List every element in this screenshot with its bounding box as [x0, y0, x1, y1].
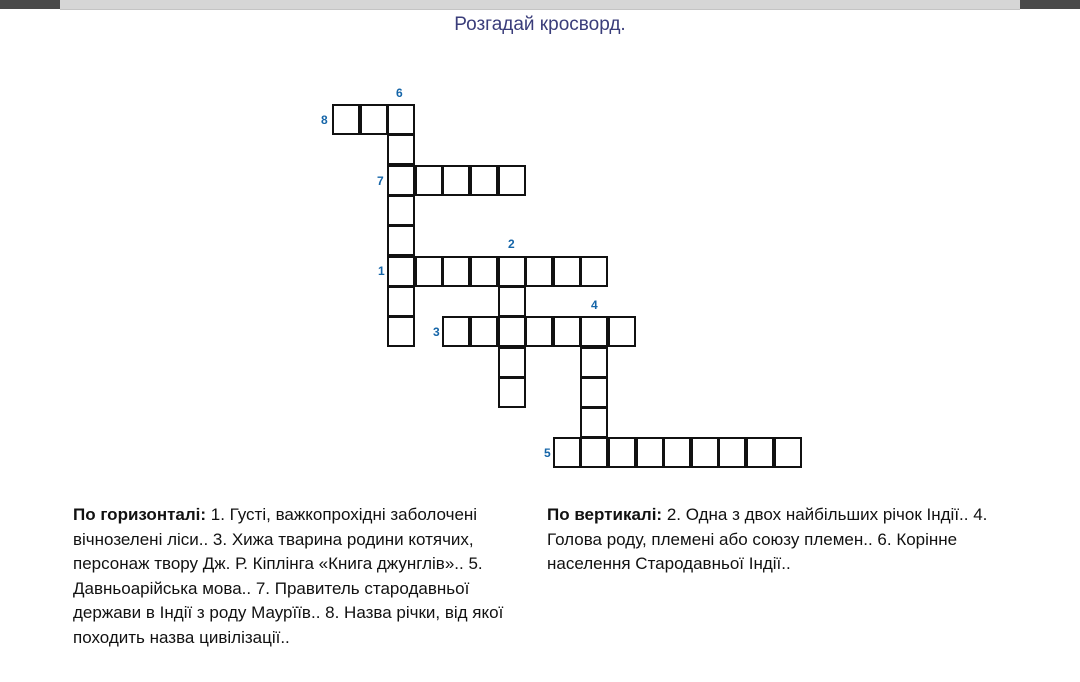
- clues-down: [547, 503, 997, 577]
- clue-number: 8: [321, 113, 328, 127]
- across-text: 1. Густі, важкопрохідні заболочені вічнозелені ліси.. 3. Хижа тварина родини котячих, персонаж твору Дж. Р. Кіплінга «Книга джунглів».. 5. Давньоарійська мова.. 7. Правитель стародавньої держави в Індії з роду Маурїїв.. 8. Назва річки, від якої походить назва цивілізації..: [73, 505, 504, 647]
- crossword-cell[interactable]: [415, 256, 443, 287]
- crossword-cell[interactable]: [332, 104, 360, 135]
- down-heading: По вертикалі:: [547, 505, 663, 524]
- crossword-cell[interactable]: [746, 437, 774, 468]
- crossword-cell[interactable]: [442, 316, 470, 347]
- crossword-cell[interactable]: [498, 165, 526, 196]
- crossword-cell[interactable]: [387, 165, 415, 196]
- crossword-cell[interactable]: [387, 225, 415, 256]
- crossword-cell[interactable]: [387, 104, 415, 135]
- crossword-cell[interactable]: [387, 316, 415, 347]
- clue-number: 1: [378, 264, 385, 278]
- crossword-cell[interactable]: [608, 437, 636, 468]
- crossword-cell[interactable]: [580, 377, 608, 408]
- clue-number: 4: [591, 298, 598, 312]
- crossword-cell[interactable]: [498, 286, 526, 317]
- crossword-cell[interactable]: [580, 437, 608, 468]
- crossword-cell[interactable]: [525, 256, 553, 287]
- crossword-cell[interactable]: [387, 195, 415, 226]
- crossword-cell[interactable]: [387, 256, 415, 287]
- crossword-cell[interactable]: [442, 165, 470, 196]
- crossword-cell[interactable]: [691, 437, 719, 468]
- crossword-cell[interactable]: [580, 347, 608, 378]
- crossword-cell[interactable]: [636, 437, 664, 468]
- crossword-cell[interactable]: [774, 437, 802, 468]
- crossword-cell[interactable]: [663, 437, 691, 468]
- across-heading: По горизонталі:: [73, 505, 207, 524]
- clue-number: 3: [433, 325, 440, 339]
- clue-number: 2: [508, 237, 515, 251]
- crossword-cell[interactable]: [718, 437, 746, 468]
- clue-number: 7: [377, 174, 384, 188]
- crossword-cell[interactable]: [498, 316, 526, 347]
- crossword-cell[interactable]: [498, 347, 526, 378]
- page-title: Розгадай кросворд.: [454, 14, 626, 35]
- crossword-cell[interactable]: [442, 256, 470, 287]
- crossword-cell[interactable]: [498, 377, 526, 408]
- crossword-cell[interactable]: [387, 286, 415, 317]
- clue-number: 5: [544, 446, 551, 460]
- down-text: 2. Одна з двох найбільших річок Індії.. 4. Голова роду, племені або союзу племен.. 6. Корінне населення Стародавньої Індії..: [547, 505, 988, 573]
- crossword-cell[interactable]: [470, 256, 498, 287]
- crossword-cell[interactable]: [553, 437, 581, 468]
- crossword-cell[interactable]: [608, 316, 636, 347]
- crossword-cell[interactable]: [553, 256, 581, 287]
- crossword-cell[interactable]: [470, 316, 498, 347]
- clues-across: [73, 503, 533, 650]
- crossword-cell[interactable]: [360, 104, 388, 135]
- crossword-cell[interactable]: [580, 316, 608, 347]
- crossword-cell[interactable]: [553, 316, 581, 347]
- crossword-cell[interactable]: [415, 165, 443, 196]
- crossword-cell[interactable]: [498, 256, 526, 287]
- crossword-cell[interactable]: [525, 316, 553, 347]
- crossword-cell[interactable]: [580, 256, 608, 287]
- crossword-cell[interactable]: [580, 407, 608, 438]
- crossword-cell[interactable]: [470, 165, 498, 196]
- crossword-cell[interactable]: [387, 134, 415, 165]
- clue-number: 6: [396, 86, 403, 100]
